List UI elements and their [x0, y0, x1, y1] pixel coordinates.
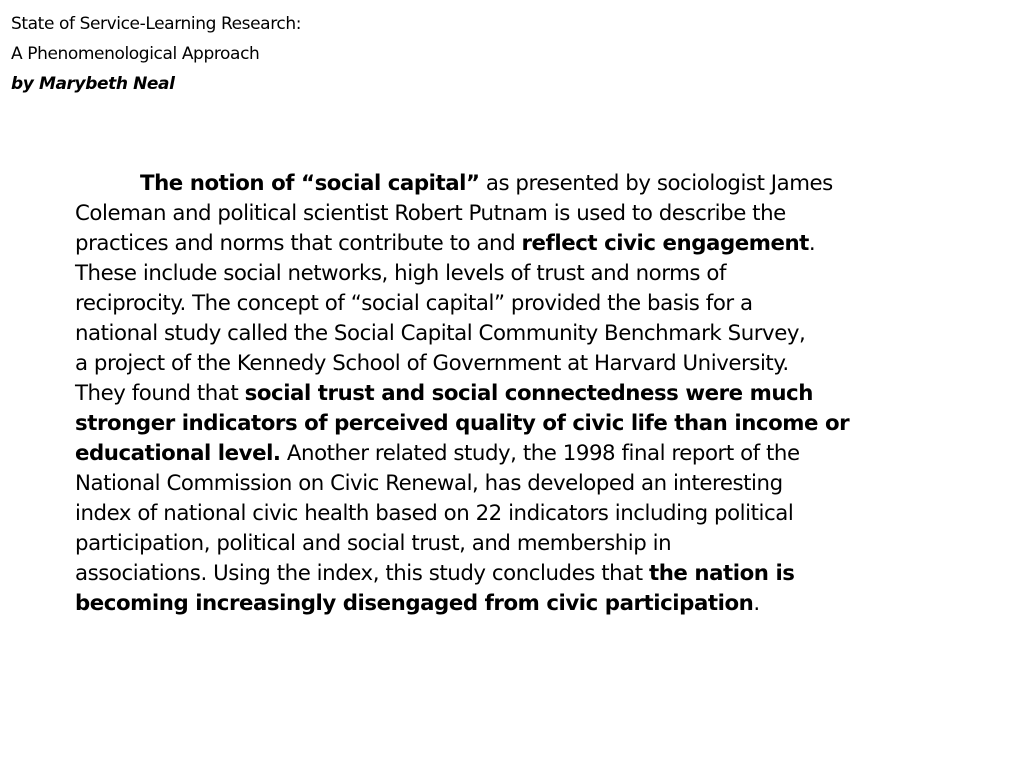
paragraph-line — [75, 559, 975, 589]
paragraph-line — [75, 529, 975, 559]
text-run: participation, political and social trust, and membership in — [75, 531, 672, 556]
author-byline: by Marybeth Neal — [11, 74, 175, 94]
paragraph-line — [75, 439, 975, 469]
text-run: becoming increasingly disengaged from civic participation — [75, 591, 754, 616]
paragraph-line — [75, 169, 975, 199]
text-run: . — [808, 231, 816, 256]
text-run: as presented by sociologist James — [479, 171, 833, 196]
paragraph-line — [75, 199, 975, 229]
text-run: National Commission on Civic Renewal, has developed an interesting — [75, 471, 783, 496]
text-run: These include social networks, high levels of trust and norms of — [75, 261, 727, 286]
text-run: the nation is — [648, 561, 795, 586]
text-run: practices and norms that contribute to and — [75, 231, 522, 256]
paragraph-line — [75, 319, 975, 349]
paragraph-line — [75, 229, 975, 259]
text-run: Another related study, the 1998 final report of the — [280, 441, 800, 466]
text-run: reflect civic engagement — [521, 231, 809, 256]
text-run: The notion of “social capital” — [140, 171, 480, 196]
title-line-1: State of Service-Learning Research: — [11, 14, 302, 34]
text-run: Coleman and political scientist Robert Putnam is used to describe the — [75, 201, 786, 226]
paragraph-line — [75, 409, 975, 439]
title-line-2: A Phenomenological Approach — [11, 44, 260, 64]
body-paragraph — [75, 169, 975, 619]
paragraph-line — [75, 469, 975, 499]
text-run: a project of the Kennedy School of Government at Harvard University. — [75, 351, 789, 376]
text-run: stronger indicators of perceived quality of civic life than income or — [75, 411, 850, 436]
slide-header — [11, 9, 611, 99]
text-run: social trust and social connectedness were much — [244, 381, 813, 406]
text-run: educational level. — [75, 441, 281, 466]
text-run: index of national civic health based on 22 indicators including political — [75, 501, 794, 526]
paragraph-line — [75, 289, 975, 319]
text-run: They found that — [75, 381, 245, 406]
paragraph-line — [75, 589, 975, 619]
text-run: national study called the Social Capital Community Benchmark Survey, — [75, 321, 806, 346]
paragraph-line — [75, 259, 975, 289]
paragraph-line — [75, 499, 975, 529]
text-run: reciprocity. The concept of “social capital” provided the basis for a — [75, 291, 753, 316]
paragraph-line — [75, 349, 975, 379]
text-run: associations. Using the index, this study concludes that — [75, 561, 649, 586]
text-run: . — [753, 591, 760, 616]
paragraph-line — [75, 379, 975, 409]
